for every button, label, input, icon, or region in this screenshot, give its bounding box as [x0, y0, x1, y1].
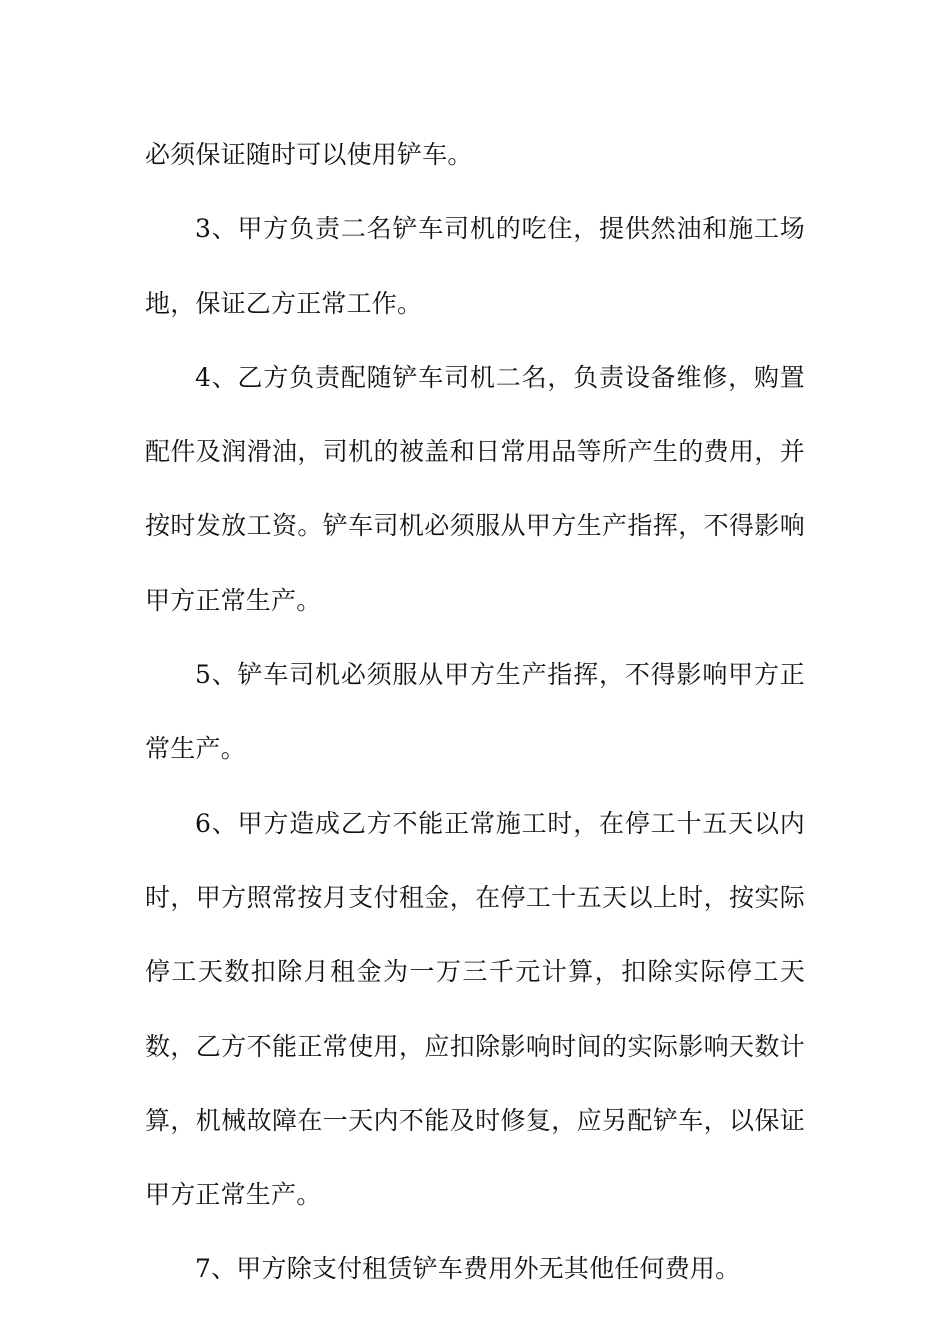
- document-body: [145, 118, 805, 1307]
- paragraph-clause-7: 7、甲方除支付租赁铲车费用外无其他任何费用。: [195, 1254, 741, 1284]
- paragraph-continuation: 必须保证随时可以使用铲车。: [145, 140, 473, 169]
- paragraph-clause-5: 5、铲车司机必须服从甲方生产指挥，不得影响甲方正常生产。: [145, 660, 805, 764]
- paragraph-clause-4: 4、乙方负责配随铲车司机二名，负责设备维修，购置配件及润滑油，司机的被盖和日常用品等所产生的费用，并按时发放工资。铲车司机必须服从甲方生产指挥，不得影响甲方正常生产。: [145, 362, 805, 615]
- paragraph-clause-3: 3、甲方负责二名铲车司机的吃住，提供然油和施工场地，保证乙方正常工作。: [145, 214, 805, 318]
- paragraph-clause-6: 6、甲方造成乙方不能正常施工时，在停工十五天以内时，甲方照常按月支付租金，在停工十五天以上时，按实际停工天数扣除月租金为一万三千元计算，扣除实际停工天数，乙方不能正常使用，应扣除影响时间的实际影响天数计算，机械故障在一天内不能及时修复，应另配铲车，以保证甲方正常生产。: [145, 808, 805, 1210]
